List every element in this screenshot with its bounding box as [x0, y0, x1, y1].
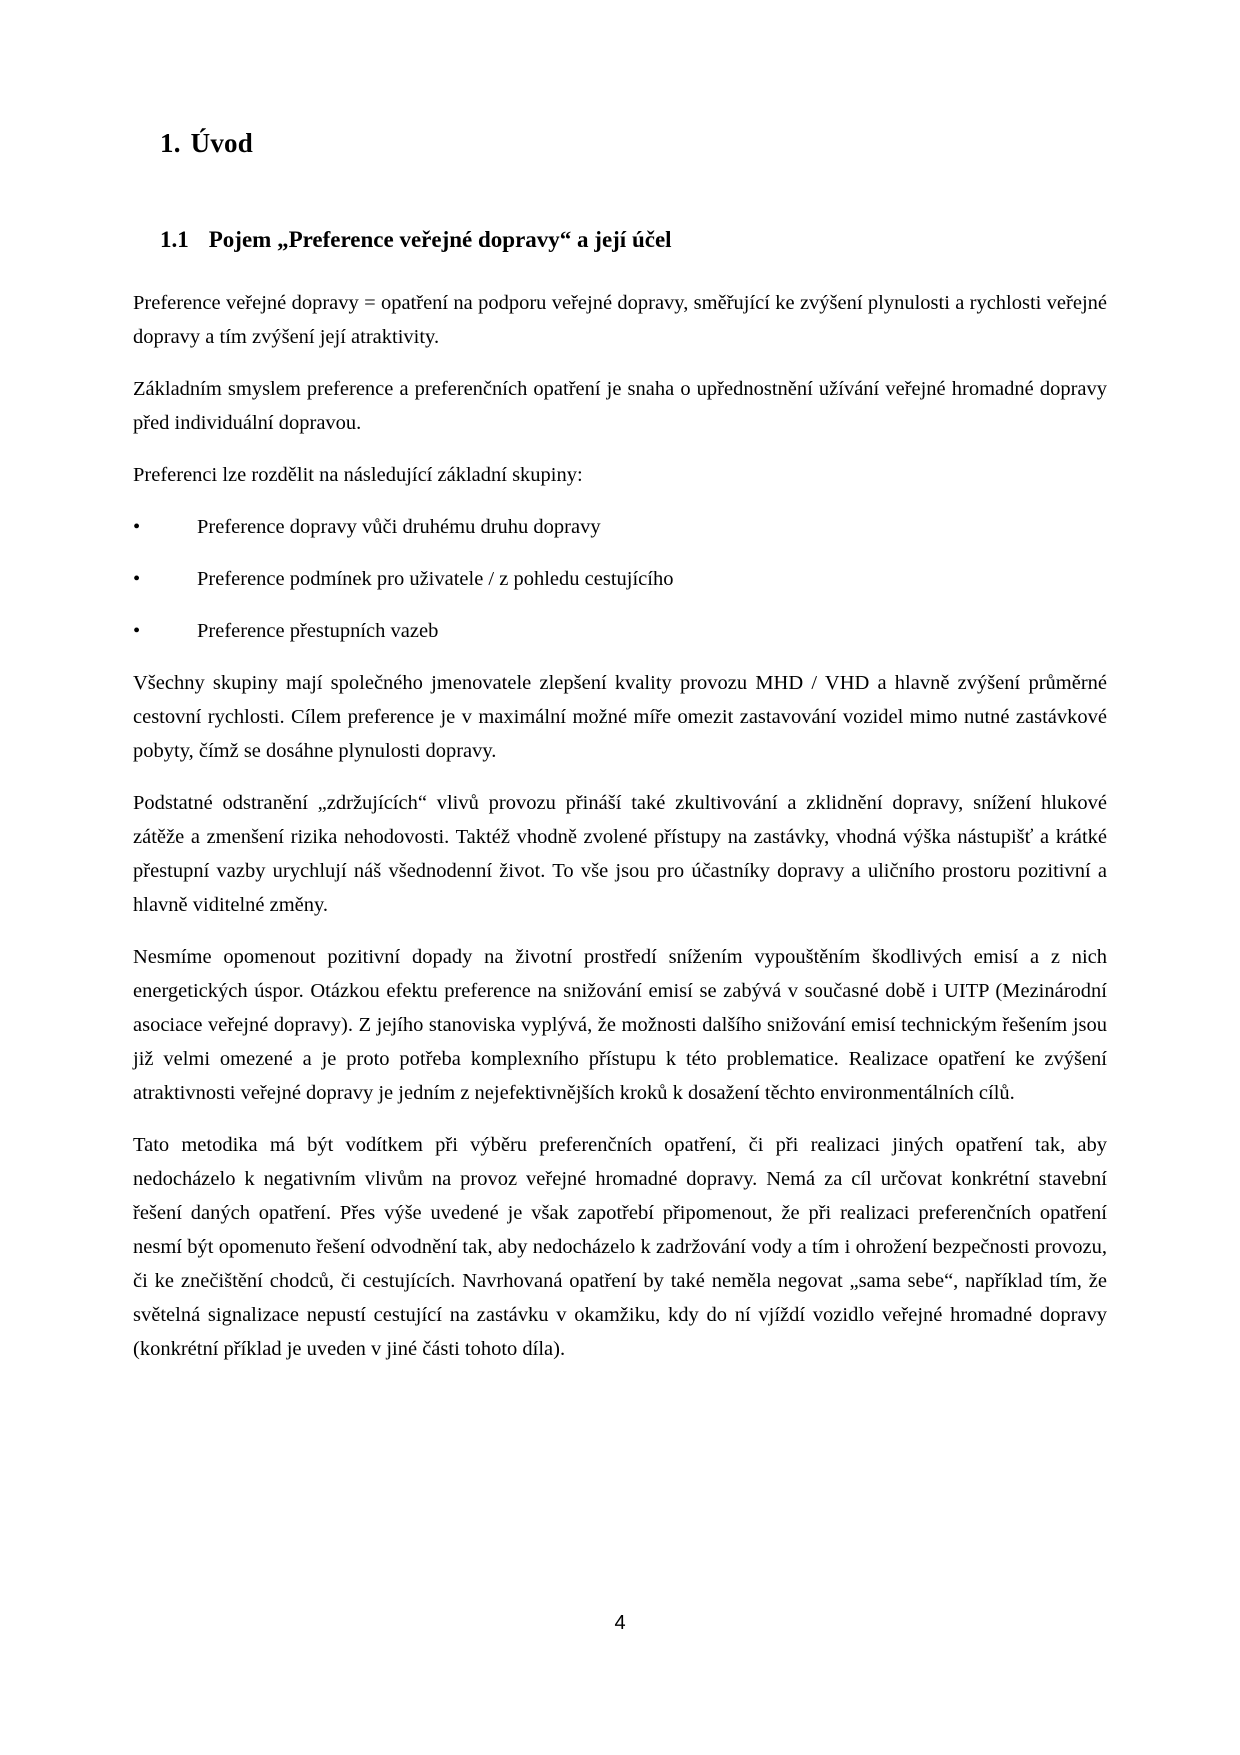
list-item — [133, 562, 1107, 596]
paragraph-common-goal: Všechny skupiny mají společného jmenovatele zlepšení kvality provozu MHD / VHD a hlavně zvýšení průměrné cestovní rychlosti. Cílem preference je v maximální možné míře omezit zastavování vozidel mimo nutné zastávkové pobyty, čímž se dosáhne plynulosti dopravy. — [133, 672, 1107, 762]
bullet-icon: • — [133, 620, 141, 642]
page-number: 4 — [614, 1612, 626, 1634]
section-title: Úvod — [190, 128, 253, 158]
paragraph-environment: Nesmíme opomenout pozitivní dopady na životní prostředí snížením vypouštěním škodlivých emisí a z nich energetických úspor. Otázkou efektu preference na snižování emisí se zabývá v současné době i UITP (Mezinárodní asociace veřejné dopravy). Z jejího stanoviska vyplývá, že možnosti dalšího snižování emisí technickým řešením jsou již velmi omezené a je proto potřeba komplexního přístupu k této problematice. Realizace opatření ke zvýšení atraktivnosti veřejné dopravy je jedním z nejefektivnějších kroků k dosažení těchto environmentálních cílů. — [133, 946, 1107, 1104]
list-item-text: Preference podmínek pro uživatele / z pohledu cestujícího — [197, 568, 674, 590]
subsection-heading — [160, 227, 1107, 253]
paragraph-groups-intro: Preferenci lze rozdělit na následující základní skupiny: — [133, 464, 583, 486]
list-item — [133, 510, 1107, 544]
bullet-icon: • — [133, 516, 141, 538]
paragraph-effects: Podstatné odstranění „zdržujících“ vlivů provozu přináší také zkultivování a zklidnění dopravy, snížení hlukové zátěže a zmenšení rizika nehodovosti. Taktéž vhodně zvolené přístupy na zastávky, vhodná výška nástupišť a krátké přestupní vazby urychlují náš všednodenní život. To vše jsou pro účastníky dopravy a uličního prostoru pozitivní a hlavně viditelné změny. — [133, 792, 1107, 916]
paragraph-purpose: Základním smyslem preference a preferenčních opatření je snaha o upřednostnění užívání veřejné hromadné dopravy před individuální dopravou. — [133, 378, 1107, 434]
section-heading — [160, 128, 1107, 159]
paragraph-methodology: Tato metodika má být vodítkem při výběru preferenčních opatření, či při realizaci jiných opatření tak, aby nedocházelo k negativním vlivům na provoz veřejné hromadné dopravy. Nemá za cíl určovat konkrétní stavební řešení daných opatření. Přes výše uvedené je však zapotřebí připomenout, že při realizaci preferenčních opatření nesmí být opomenuto řešení odvodnění tak, aby nedocházelo k zadržování vody a tím i ohrožení bezpečnosti provozu, či ke znečištění chodců, či cestujících. Navrhovaná opatření by také neměla negovat „sama sebe“, například tím, že světelná signalizace nepustí cestující na zastávku v okamžiku, kdy do ní vjíždí vozidlo veřejné hromadné dopravy (konkrétní příklad je uveden v jiné části tohoto díla). — [133, 1134, 1107, 1360]
bullet-icon: • — [133, 568, 141, 590]
list-item-text: Preference dopravy vůči druhému druhu dopravy — [197, 516, 601, 538]
list-item — [133, 614, 1107, 648]
paragraph-definition: Preference veřejné dopravy = opatření na podporu veřejné dopravy, směřující ke zvýšení plynulosti a rychlosti veřejné dopravy a tím zvýšení její atraktivity. — [133, 292, 1107, 348]
section-number: 1. — [160, 128, 181, 158]
body-text — [133, 286, 1107, 1366]
subsection-title: Pojem „Preference veřejné dopravy“ a její účel — [208, 227, 672, 252]
list-item-text: Preference přestupních vazeb — [197, 620, 439, 642]
subsection-number: 1.1 — [160, 227, 189, 252]
